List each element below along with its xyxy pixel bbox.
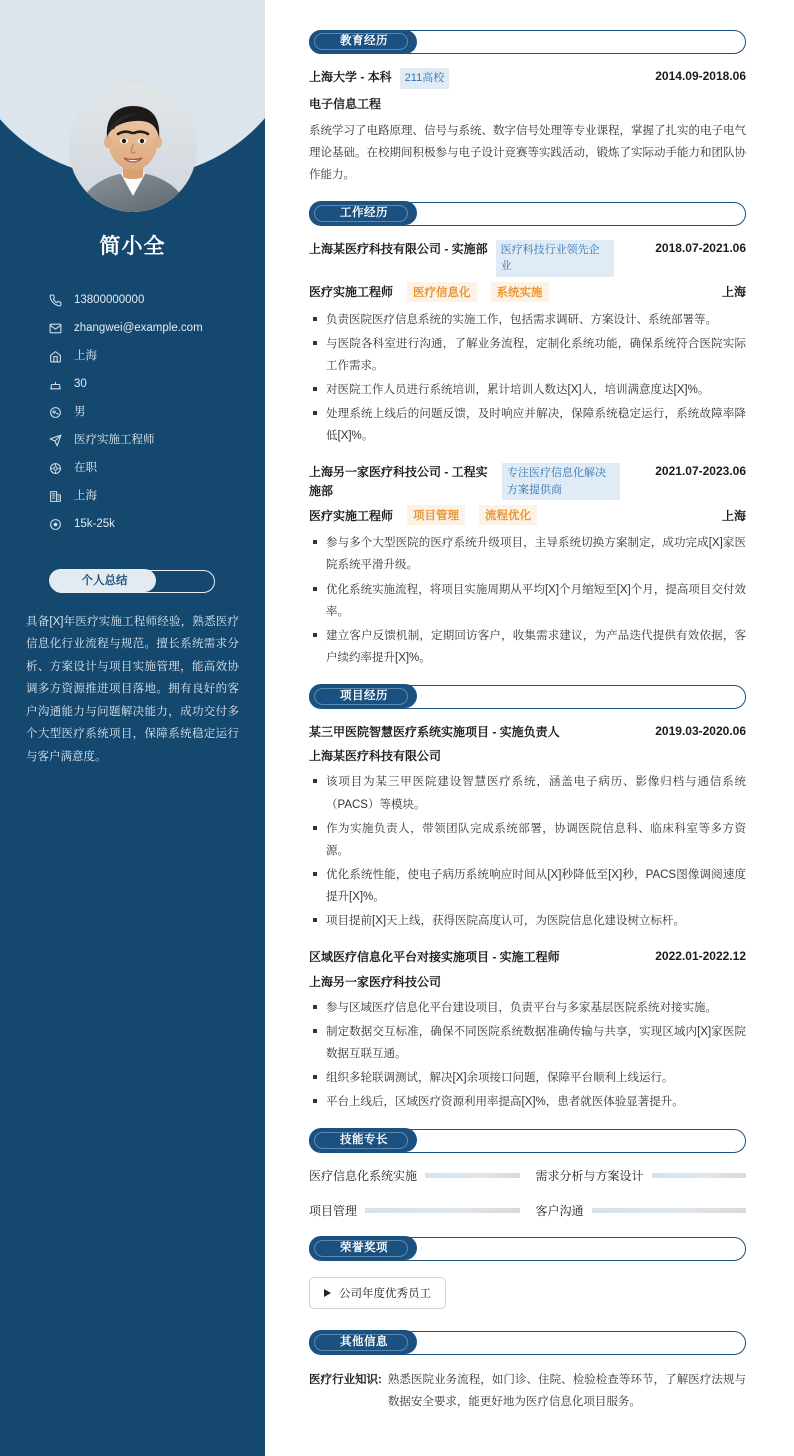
project-company: 上海某医疗科技有限公司: [309, 749, 442, 764]
skill-label: 医疗信息化系统实施: [309, 1168, 418, 1183]
contact-value: 13800000000: [74, 293, 145, 306]
work-date: 2021.07-2023.06: [655, 464, 746, 479]
contact-value: 30: [74, 377, 87, 390]
education-entry-header: [309, 68, 746, 89]
bullet-item: 组织多轮联调测试，解决[X]余项接口问题，保障平台顺利上线运行。: [309, 1067, 746, 1089]
project-name: 某三甲医院智慧医疗系统实施项目 - 实施负责人: [309, 724, 560, 739]
section-header-education: [309, 30, 746, 54]
section-title: 教育经历: [340, 35, 388, 47]
section-title: 技能专长: [340, 1133, 388, 1146]
work-location: 上海: [721, 285, 746, 300]
education-entry: [309, 68, 746, 186]
education-description: 系统学习了电路原理、信号与系统、数字信号处理等专业课程，掌握了扎实的电子电气理论基础。在校期间积极参与电子设计竞赛等实践活动，锻炼了实际动手能力和团队协作能力。: [309, 124, 746, 181]
work-bullets: [309, 532, 746, 668]
envelope-icon: [46, 322, 64, 335]
work-location: 上海: [721, 508, 746, 523]
section-work: [309, 202, 746, 669]
bullet-item: 建立客户反馈机制，定期回访客户，收集需求建议，为产品迭代提供有效依据，客户续约率提升[X]%。: [309, 625, 746, 669]
work-role-row: [309, 505, 746, 525]
bullet-item: 制定数据交互标准，确保不同医院系统数据准确传输与共享，实现区域内[X]家医院数据互联互通。: [309, 1021, 746, 1065]
summary-header-title: 个人总结: [81, 575, 128, 587]
contact-list: [0, 286, 265, 538]
skill-label: 项目管理: [309, 1203, 358, 1218]
education-date: 2014.09-2018.06: [655, 69, 746, 83]
project-bullets: [309, 997, 746, 1113]
bullet-item: 处理系统上线后的问题反馈，及时响应并解决，保障系统稳定运行，系统故障率降低[X]%。: [309, 403, 746, 447]
contact-item-company-city: [46, 482, 265, 510]
honor-label: 公司年度优秀员工: [339, 1287, 431, 1300]
section-header-work: [309, 202, 746, 226]
contact-item-position: [46, 426, 265, 454]
home-icon: [46, 350, 64, 363]
section-education: [309, 30, 746, 186]
contact-value: 男: [74, 405, 86, 418]
main-content: [265, 0, 794, 1456]
work-bullets: [309, 309, 746, 447]
contact-item-status: [46, 454, 265, 482]
building-icon: [46, 490, 64, 503]
contact-item-location: [46, 342, 265, 370]
section-header-other: [309, 1331, 746, 1355]
project-entry-header: [309, 723, 746, 742]
summary-section-header: [50, 570, 215, 593]
skill-tag: 系统实施: [491, 282, 549, 302]
salary-icon: [46, 518, 64, 531]
company-name: 上海另一家医疗科技公司 - 工程实施部: [309, 465, 488, 498]
person-name: 简小全: [99, 235, 166, 258]
contact-value: 上海: [74, 489, 97, 502]
project-entry-header: [309, 948, 746, 967]
contact-item-email: [46, 314, 265, 342]
project-entry: [309, 723, 746, 932]
section-header-skills: [309, 1129, 746, 1153]
section-project: [309, 685, 746, 1113]
section-skills: [309, 1129, 746, 1219]
skill-tag: 项目管理: [407, 505, 465, 525]
skills-grid: [309, 1167, 746, 1219]
skill-progress-fill: [652, 1173, 746, 1178]
bullet-item: 参与多个大型医院的医疗系统升级项目，主导系统切换方案制定，成功完成[X]家医院系统平滑升级。: [309, 532, 746, 576]
work-entry-header: [309, 463, 746, 500]
company-tag: 专注医疗信息化解决方案提供商: [502, 463, 620, 500]
contact-value: zhangwei@example.com: [74, 321, 203, 334]
project-entry: [309, 948, 746, 1113]
skill-progress-track: [365, 1208, 519, 1213]
bullet-item: 参与区域医疗信息化平台建设项目，负责平台与多家基层医院系统对接实施。: [309, 997, 746, 1019]
gender-icon: [46, 406, 64, 419]
school-name: 上海大学 - 本科: [309, 70, 392, 84]
skill-progress-fill: [592, 1208, 746, 1213]
work-date: 2018.07-2021.06: [655, 240, 746, 255]
bullet-item: 优化系统性能，使电子病历系统响应时间从[X]秒降低至[X]秒，PACS图像调阅速度提升[X]%。: [309, 864, 746, 908]
skill-row: [309, 1167, 520, 1184]
job-title: 医疗实施工程师: [309, 285, 394, 300]
avatar-photo-icon: [69, 84, 197, 212]
bullet-item: 与医院各科室进行沟通，了解业务流程，定制化系统功能，确保系统符合医院实际工作需求。: [309, 333, 746, 377]
project-date: 2019.03-2020.06: [655, 723, 746, 738]
contact-value: 医疗实施工程师: [74, 433, 155, 446]
skill-label: 客户沟通: [535, 1203, 584, 1218]
contact-item-phone: [46, 286, 265, 314]
phone-icon: [46, 294, 64, 307]
work-entry: [309, 463, 746, 669]
section-header-honors: [309, 1237, 746, 1261]
section-honors: [309, 1237, 746, 1327]
major-name: 电子信息工程: [309, 96, 382, 111]
other-info-label: 医疗行业知识:: [309, 1373, 382, 1386]
avatar: [69, 84, 197, 212]
skill-tag: 流程优化: [479, 505, 537, 525]
skill-progress-track: [652, 1173, 746, 1178]
bullet-item: 平台上线后，区域医疗资源利用率提高[X]%，患者就医体验显著提升。: [309, 1091, 746, 1113]
skill-label: 需求分析与方案设计: [535, 1168, 644, 1183]
contact-value: 15k-25k: [74, 517, 115, 530]
bullet-item: 项目提前[X]天上线，获得医院高度认可，为医院信息化建设树立标杆。: [309, 910, 746, 932]
section-title: 其他信息: [340, 1335, 388, 1348]
bullet-item: 负责医院医疗信息系统的实施工作，包括需求调研、方案设计、系统部署等。: [309, 309, 746, 331]
skill-row: [536, 1167, 747, 1184]
school-tag: 211高校: [400, 68, 450, 89]
company-tag: 医疗科技行业领先企业: [496, 240, 614, 277]
contact-item-salary: [46, 510, 265, 538]
work-role-row: [309, 282, 746, 302]
work-entry: [309, 240, 746, 447]
other-info-row: [309, 1369, 746, 1413]
bullet-item: 该项目为某三甲医院建设智慧医疗系统，涵盖电子病历、影像归档与通信系统（PACS）等模块。: [309, 771, 746, 815]
other-info-value: 熟悉医院业务流程，如门诊、住院、检验检查等环节，了解医疗法规与数据安全要求，能更好地为医疗信息化项目服务。: [387, 1373, 746, 1409]
honor-chip[interactable]: [309, 1277, 446, 1309]
contact-item-gender: [46, 398, 265, 426]
project-bullets: [309, 771, 746, 932]
section-other-info: [309, 1331, 746, 1413]
work-entry-header: [309, 240, 746, 277]
contact-value: 在职: [74, 461, 97, 474]
project-company: 上海另一家医疗科技公司: [309, 974, 442, 989]
skill-row: [536, 1202, 747, 1219]
paper-plane-icon: [46, 434, 64, 447]
status-icon: [46, 462, 64, 475]
triangle-icon: [324, 1289, 331, 1297]
job-title: 医疗实施工程师: [309, 508, 394, 523]
company-name: 上海某医疗科技有限公司 - 实施部: [309, 241, 488, 256]
contact-value: 上海: [74, 349, 97, 362]
section-header-project: [309, 685, 746, 709]
cake-icon: [46, 378, 64, 391]
section-title: 工作经历: [340, 206, 388, 219]
contact-item-age: [46, 370, 265, 398]
skill-row: [309, 1202, 520, 1219]
section-title: 项目经历: [340, 689, 388, 702]
skill-progress-track: [425, 1173, 519, 1178]
project-date: 2022.01-2022.12: [655, 949, 746, 963]
skill-tag: 医疗信息化: [407, 282, 477, 302]
bullet-item: 优化系统实施流程，将项目实施周期从平均[X]个月缩短至[X]个月，提高项目交付效率。: [309, 579, 746, 623]
project-name: 区域医疗信息化平台对接实施项目 - 实施工程师: [309, 950, 560, 964]
skill-progress-fill: [365, 1208, 519, 1213]
bullet-item: 对医院工作人员进行系统培训，累计培训人数达[X]人，培训满意度达[X]%。: [309, 379, 746, 401]
skill-progress-track: [592, 1208, 746, 1213]
section-title: 荣誉奖项: [340, 1241, 388, 1254]
skill-progress-fill: [425, 1173, 519, 1178]
summary-text: 具备[X]年医疗实施工程师经验，熟悉医疗信息化行业流程与规范。擅长系统需求分析、方案设计与项目实施管理，能高效协调多方资源推进项目落地。拥有良好的客户沟通能力与问题解决能力，成功交付多个大型医疗系统项目，保障系统稳定运行与客户满意度。: [26, 616, 239, 763]
sidebar: [0, 0, 265, 1456]
bullet-item: 作为实施负责人，带领团队完成系统部署，协调医院信息科、临床科室等多方资源。: [309, 818, 746, 862]
